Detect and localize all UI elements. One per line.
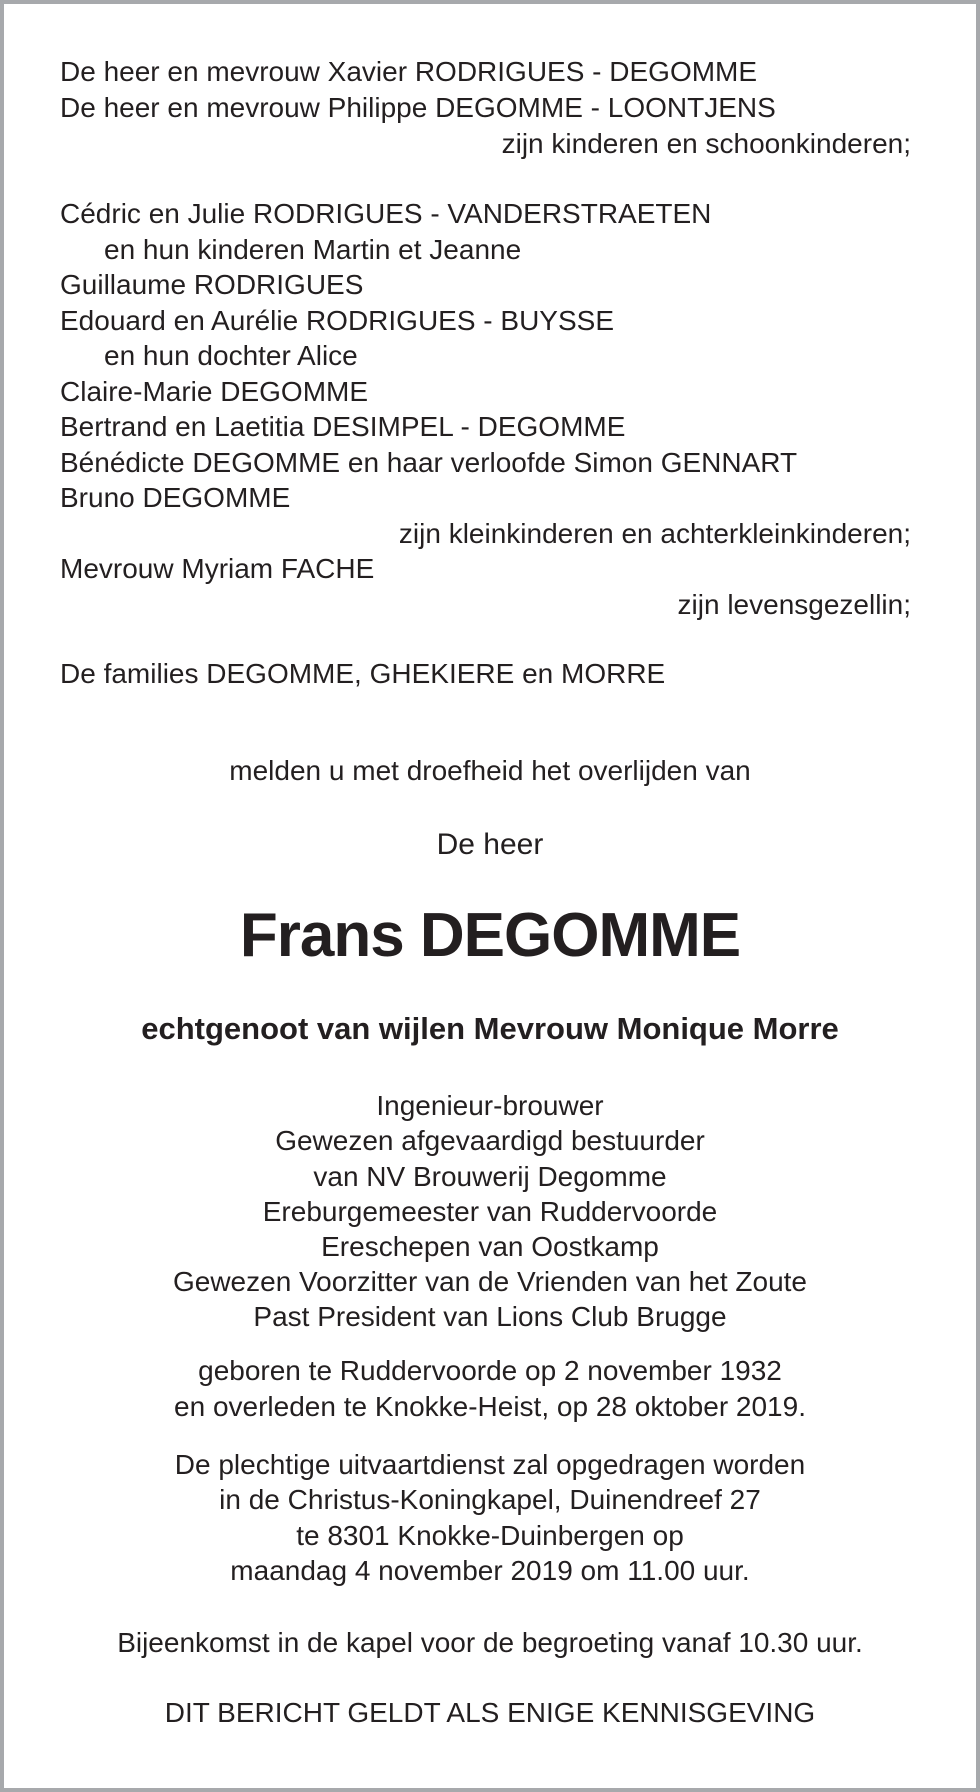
- grandchild-line: Edouard en Aurélie RODRIGUES - BUYSSE: [60, 305, 615, 336]
- title-line: van NV Brouwerij Degomme: [313, 1161, 667, 1192]
- grandchild-line: Claire-Marie DEGOMME: [60, 376, 369, 407]
- title-line: Gewezen afgevaardigd bestuurder: [275, 1125, 705, 1156]
- relation-label: zijn kleinkinderen en achterkleinkinderen;: [398, 518, 911, 549]
- relation-label: zijn kinderen en schoonkinderen;: [501, 128, 911, 159]
- announcement-line: melden u met droefheid het overlijden van: [229, 755, 751, 786]
- grandchild-line: Guillaume RODRIGUES: [60, 269, 364, 300]
- deceased-name: Frans DEGOMME: [239, 901, 741, 970]
- death-line: en overleden te Knokke-Heist, op 28 oktober 2019.: [174, 1391, 806, 1422]
- funeral-line: in de Christus-Koningkapel, Duinendreef 27: [219, 1484, 761, 1515]
- funeral-line: te 8301 Knokke-Duinbergen op: [296, 1520, 684, 1551]
- title-line: Past President van Lions Club Brugge: [253, 1301, 727, 1332]
- grandchild-line: Cédric en Julie RODRIGUES - VANDERSTRAETEN: [60, 198, 712, 229]
- grandchild-line: en hun dochter Alice: [104, 340, 358, 371]
- relation-label: zijn levensgezellin;: [677, 589, 911, 620]
- family-line: De heer en mevrouw Xavier RODRIGUES - DEGOMME: [60, 56, 758, 87]
- funeral-line: De plechtige uitvaartdienst zal opgedragen worden: [174, 1449, 806, 1480]
- partner-line: Mevrouw Myriam FACHE: [60, 553, 375, 584]
- birth-line: geboren te Ruddervoorde op 2 november 1932: [198, 1355, 782, 1386]
- title-line: Ereschepen van Oostkamp: [321, 1231, 659, 1262]
- title-line: Gewezen Voorzitter van de Vrienden van het Zoute: [172, 1266, 808, 1297]
- title-line: Ereburgemeester van Ruddervoorde: [262, 1196, 718, 1227]
- families-line: De families DEGOMME, GHEKIERE en MORRE: [60, 658, 666, 689]
- notice-line: DIT BERICHT GELDT ALS ENIGE KENNISGEVING: [164, 1697, 816, 1728]
- grandchild-line: Bénédicte DEGOMME en haar verloofde Simon GENNART: [60, 447, 798, 478]
- funeral-line: maandag 4 november 2019 om 11.00 uur.: [230, 1555, 750, 1586]
- grandchild-line: en hun kinderen Martin et Jeanne: [104, 234, 522, 265]
- title-line: Ingenieur-brouwer: [376, 1090, 604, 1121]
- gathering-line: Bijeenkomst in de kapel voor de begroeting vanaf 10.30 uur.: [117, 1627, 863, 1658]
- honorific: De heer: [436, 828, 544, 861]
- grandchild-line: Bruno DEGOMME: [60, 482, 291, 513]
- family-line: De heer en mevrouw Philippe DEGOMME - LOONTJENS: [60, 92, 776, 123]
- grandchild-line: Bertrand en Laetitia DESIMPEL - DEGOMME: [60, 411, 626, 442]
- spouse-line: echtgenoot van wijlen Mevrouw Monique Morre: [141, 1011, 839, 1046]
